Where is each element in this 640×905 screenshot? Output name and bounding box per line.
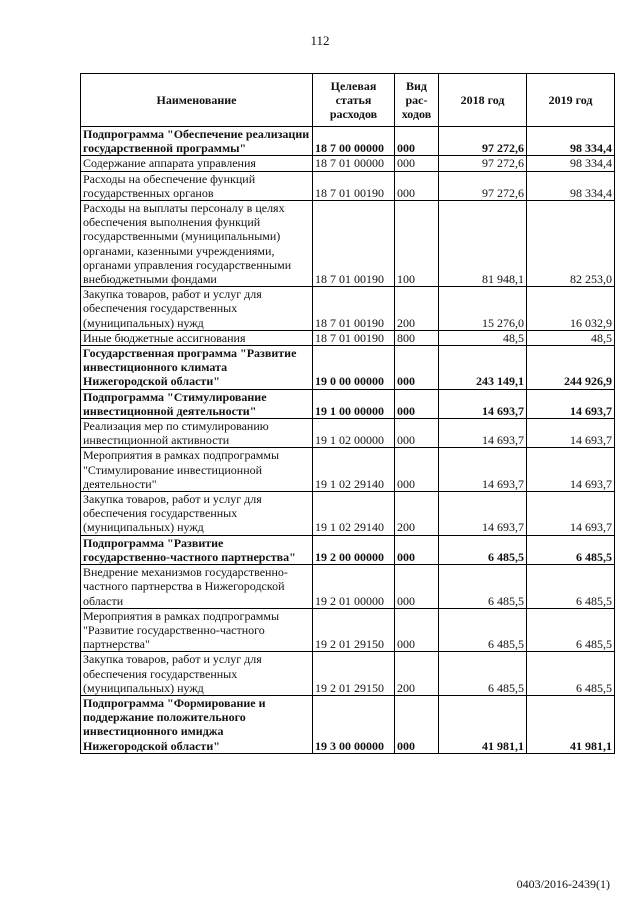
header-name: Наименование	[81, 74, 313, 127]
cell-name: Расходы на выплаты персоналу в целях обеспечения выполнения функций государственными (муниципальными) органами, казенными учреждениями, органами управления государственными внебюджетными фондами	[81, 201, 313, 287]
cell-name: Государственная программа "Развитие инвестиционного климата Нижегородской области"	[81, 346, 313, 390]
cell-2019: 14 693,7	[527, 389, 615, 418]
cell-code: 19 3 00 00000	[313, 695, 395, 753]
cell-2018: 97 272,6	[439, 171, 527, 200]
cell-2018: 14 693,7	[439, 492, 527, 536]
cell-name: Внедрение механизмов государственно-частного партнерства в Нижегородской области	[81, 565, 313, 609]
cell-2019: 98 334,4	[527, 171, 615, 200]
cell-2019: 244 926,9	[527, 346, 615, 390]
table-row	[81, 389, 615, 418]
cell-2019: 6 485,5	[527, 652, 615, 696]
cell-2018: 14 693,7	[439, 448, 527, 492]
cell-2019: 14 693,7	[527, 419, 615, 448]
page-number: 112	[310, 33, 330, 48]
cell-2019: 41 981,1	[527, 695, 615, 753]
cell-2018: 6 485,5	[439, 652, 527, 696]
cell-2018: 48,5	[439, 330, 527, 345]
cell-2018: 6 485,5	[439, 565, 527, 609]
table-row	[81, 535, 615, 564]
cell-2018: 81 948,1	[439, 201, 527, 287]
header-2018: 2018 год	[439, 74, 527, 127]
cell-type: 800	[395, 330, 439, 345]
table-row	[81, 330, 615, 345]
cell-code: 19 2 01 00000	[313, 565, 395, 609]
cell-2019: 98 334,4	[527, 127, 615, 156]
cell-type: 000	[395, 389, 439, 418]
cell-type: 000	[395, 127, 439, 156]
cell-code: 19 2 01 29150	[313, 652, 395, 696]
cell-name: Подпрограмма "Развитие государственно-частного партнерства"	[81, 535, 313, 564]
cell-type: 000	[395, 695, 439, 753]
table-row	[81, 346, 615, 390]
budget-table	[80, 73, 615, 754]
table-row	[81, 201, 615, 287]
cell-name: Содержание аппарата управления	[81, 156, 313, 171]
table-row	[81, 127, 615, 156]
cell-2019: 14 693,7	[527, 448, 615, 492]
cell-type: 000	[395, 565, 439, 609]
cell-code: 19 1 02 29140	[313, 448, 395, 492]
table-row	[81, 608, 615, 652]
cell-type: 000	[395, 535, 439, 564]
cell-name: Реализация мер по стимулированию инвестиционной активности	[81, 419, 313, 448]
header-type: Вид рас-ходов	[395, 74, 439, 127]
cell-2019: 6 485,5	[527, 608, 615, 652]
cell-2019: 14 693,7	[527, 492, 615, 536]
cell-code: 18 7 01 00190	[313, 330, 395, 345]
cell-name: Закупка товаров, работ и услуг для обеспечения государственных (муниципальных) нужд	[81, 652, 313, 696]
cell-name: Подпрограмма "Обеспечение реализации государственной программы"	[81, 127, 313, 156]
cell-2018: 6 485,5	[439, 535, 527, 564]
cell-2019: 48,5	[527, 330, 615, 345]
cell-name: Иные бюджетные ассигнования	[81, 330, 313, 345]
cell-code: 19 0 00 00000	[313, 346, 395, 390]
cell-code: 18 7 00 00000	[313, 127, 395, 156]
cell-2019: 6 485,5	[527, 535, 615, 564]
cell-name: Мероприятия в рамках подпрограммы "Развитие государственно-частного партнерства"	[81, 608, 313, 652]
cell-2019: 6 485,5	[527, 565, 615, 609]
table-header-row	[81, 74, 615, 127]
cell-2019: 98 334,4	[527, 156, 615, 171]
cell-code: 18 7 01 00190	[313, 287, 395, 331]
cell-2018: 14 693,7	[439, 419, 527, 448]
cell-name: Расходы на обеспечение функций государственных органов	[81, 171, 313, 200]
cell-2018: 15 276,0	[439, 287, 527, 331]
document-code: 0403/2016-2439(1)	[516, 877, 610, 891]
cell-type: 100	[395, 201, 439, 287]
cell-code: 19 2 01 29150	[313, 608, 395, 652]
table-row	[81, 652, 615, 696]
cell-name: Закупка товаров, работ и услуг для обеспечения государственных (муниципальных) нужд	[81, 287, 313, 331]
cell-type: 000	[395, 419, 439, 448]
cell-type: 200	[395, 492, 439, 536]
cell-code: 18 7 01 00190	[313, 201, 395, 287]
cell-2018: 97 272,6	[439, 156, 527, 171]
header-code: Целевая статья расходов	[313, 74, 395, 127]
cell-type: 200	[395, 287, 439, 331]
cell-code: 18 7 01 00000	[313, 156, 395, 171]
header-2019: 2019 год	[527, 74, 615, 127]
cell-type: 000	[395, 171, 439, 200]
table-row	[81, 419, 615, 448]
table-row	[81, 695, 615, 753]
table-row	[81, 492, 615, 536]
cell-type: 000	[395, 346, 439, 390]
table-body	[81, 127, 615, 754]
cell-2019: 82 253,0	[527, 201, 615, 287]
table-row	[81, 287, 615, 331]
cell-type: 200	[395, 652, 439, 696]
cell-code: 19 1 02 00000	[313, 419, 395, 448]
cell-2018: 243 149,1	[439, 346, 527, 390]
cell-name: Подпрограмма "Стимулирование инвестиционной деятельности"	[81, 389, 313, 418]
table-row	[81, 171, 615, 200]
cell-code: 19 2 00 00000	[313, 535, 395, 564]
cell-name: Подпрограмма "Формирование и поддержание положительного инвестиционного имиджа Нижегородской области"	[81, 695, 313, 753]
cell-type: 000	[395, 156, 439, 171]
cell-code: 18 7 01 00190	[313, 171, 395, 200]
table-row	[81, 448, 615, 492]
cell-code: 19 1 00 00000	[313, 389, 395, 418]
cell-type: 000	[395, 448, 439, 492]
table-row	[81, 156, 615, 171]
cell-2018: 6 485,5	[439, 608, 527, 652]
cell-2019: 16 032,9	[527, 287, 615, 331]
cell-type: 000	[395, 608, 439, 652]
cell-2018: 14 693,7	[439, 389, 527, 418]
cell-name: Закупка товаров, работ и услуг для обеспечения государственных (муниципальных) нужд	[81, 492, 313, 536]
cell-code: 19 1 02 29140	[313, 492, 395, 536]
cell-2018: 97 272,6	[439, 127, 527, 156]
cell-name: Мероприятия в рамках подпрограммы "Стимулирование инвестиционной деятельности"	[81, 448, 313, 492]
table-row	[81, 565, 615, 609]
cell-2018: 41 981,1	[439, 695, 527, 753]
